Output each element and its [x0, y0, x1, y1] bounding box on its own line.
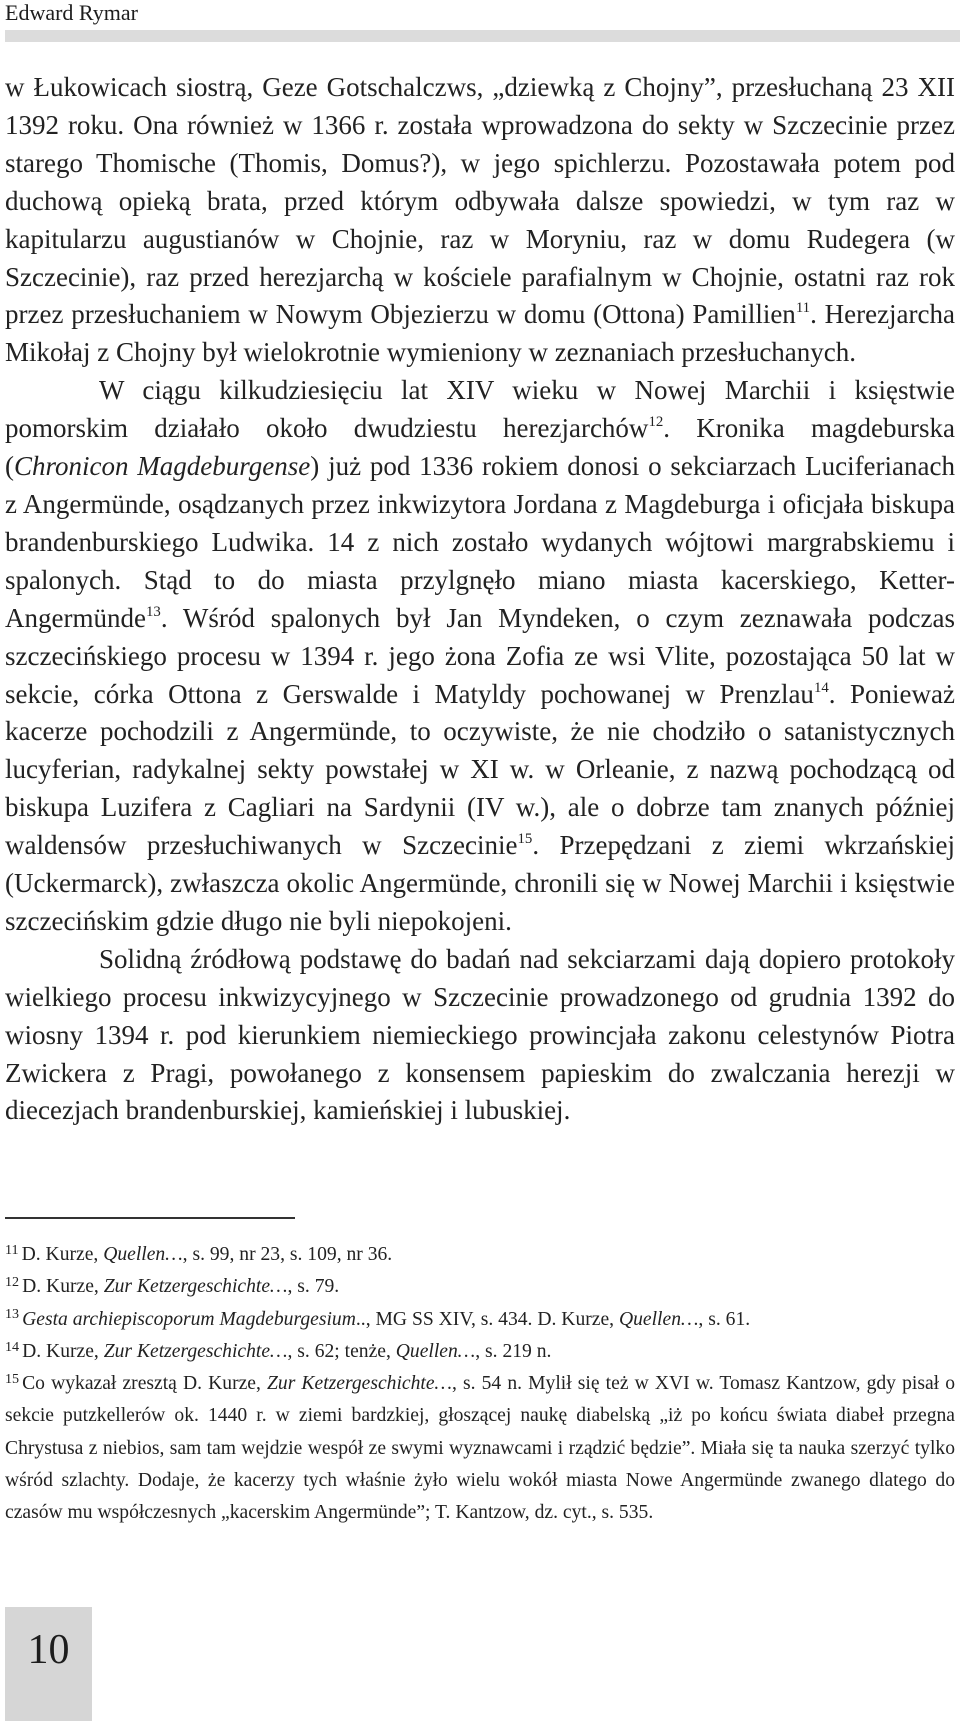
- footnote-reference: 13: [145, 603, 161, 620]
- text-run: . Kronika magdeburska (: [5, 413, 955, 482]
- footnote-reference: 15: [517, 831, 533, 847]
- main-text: [5, 69, 955, 1130]
- italic-title: Quellen…: [103, 1244, 183, 1265]
- running-header-author: Edward Rymar: [5, 0, 138, 25]
- body-paragraph: [5, 372, 955, 941]
- footnote: [5, 1368, 955, 1529]
- italic-title: Zur Ketzergeschichte…: [267, 1373, 452, 1395]
- footnote-number: 13: [5, 1306, 20, 1323]
- page-number: 10: [27, 1627, 70, 1673]
- text-run: , s. 79.: [287, 1276, 340, 1298]
- footnote-number: 15: [5, 1370, 20, 1387]
- text-run: . Przepędzani z ziemi wkrzańskiej (Uckermarck), zwłaszcza okolic Angermünde, chronili się w Nowej Marchii i księstwie szczecińskim gdzie długo nie byli niepokojeni.: [5, 830, 955, 936]
- footnote-reference: 11: [795, 300, 811, 317]
- text-run: D. Kurze,: [22, 1276, 104, 1298]
- footnote-reference: 12: [648, 414, 664, 431]
- footnote: [5, 1304, 955, 1336]
- body-paragraph: [5, 69, 955, 372]
- text-run: D. Kurze,: [22, 1340, 104, 1362]
- text-run: w Łukowicach siostrą, Geze Gotschalczws, „dziewką z Chojny”, przesłuchaną 23 XII 1392 roku. Ona również w 1366 r. została wprowadzona do sekty w Szczecinie przez starego Thomische (Thomis, Domus?), w jego spichlerzu. Pozostawała potem pod duchową opieką brata, przed którym odbywała dalsze spowiedzi, w tym raz w kapitularzu augustianów w Chojnie, raz w Moryniu, raz w domu Rudegera (w Szczecinie), raz przed herezjarchą w kościele parafialnym w Chojnie, ostatni raz rok przez przesłuchaniem w Nowym Objezierzu w domu (Ottona) Pamillien: [5, 72, 955, 330]
- header-rule-bar: [5, 30, 960, 42]
- text-run: , s. 61.: [698, 1308, 751, 1330]
- text-run: W ciągu kilkudziesięciu lat XIV wieku w Nowej Marchii i księstwie pomorskim działało około dwudziestu herezjarchów: [5, 375, 955, 444]
- footnote: [5, 1271, 955, 1303]
- footnote-number: 14: [5, 1338, 20, 1355]
- text-run: ) już pod 1336 rokiem donosi o sekciarzach Luciferianach z Angermünde, osądzanych przez inkwizytora Jordana z Magdeburga i oficjała biskupa brandenburskiego Ludwika. 14 z nich zostało wydanych wójtowi margrabskiemu i spalonych. Stąd to do miasta przylgnęło miano miasta kacerskiego, Ketter-Angermünde: [5, 451, 955, 633]
- text-run: , s. 99, nr 23, s. 109, nr 36.: [182, 1244, 393, 1265]
- italic-title: Quellen…: [618, 1308, 699, 1330]
- footnote-reference: 14: [813, 679, 829, 696]
- text-run: Solidną źródłową podstawę do badań nad sekciarzami dają dopiero protokoły wielkiego procesu inkwizycyjnego w Szczecinie prowadzonego od grudnia 1392 do wiosny 1394 r. pod kierunkiem niemieckiego prowincjała zakonu celestynów Piotra Zwickera z Pragi, powołanego z konsensem papieskim do zwalczania herezji w diecezjach brandenburskiej, kamieńskiej i lubuskiej.: [5, 943, 955, 1126]
- text-run: , s. 62; tenże,: [287, 1340, 396, 1362]
- italic-title: Zur Ketzergeschichte…: [103, 1276, 288, 1298]
- italic-title: Chronicon Magdeburgense: [14, 451, 311, 482]
- text-run: D. Kurze,: [21, 1244, 104, 1265]
- text-run: . Wśród spalonych był Jan Myndeken, o czym zeznawała podczas szczecińskiego procesu w 1394 r. jego żona Zofia ze wsi Vlite, pozostająca 50 lat w sekcie, córka Ottona z Gerswalde i Matyldy pochowanej w Prenzlau: [5, 602, 955, 709]
- italic-title: Quellen…: [395, 1340, 476, 1362]
- footnote: [5, 1336, 955, 1368]
- footnote-separator: [5, 1217, 295, 1219]
- text-run: , s. 54 n. Mylił się też w XVI w. Tomasz Kantzow, gdy pisał o sekcie putzkellerów ok. 1440 r. w ziemi bardzkiej, głoszącej naukę diabelską „iż po końcu świata diabeł przegna Chrystusa z niebios, sam tam wejdzie wespół ze swymi wyznawcami i rządzić będzie”. Miała się ta nauka szerzyć tylko wśród szlachty. Dodaje, że kacerzy tych właśnie żyło wielu wokół miasta Nowe Angermünde zwanego dlatego do czasów mu współczesnych „kacerskim Angermünde”; T. Kantzow, dz. cyt., s. 535.: [5, 1373, 956, 1524]
- italic-title: Gesta archiepiscoporum Magdeburgesium: [22, 1308, 356, 1330]
- footnotes-section: [5, 1239, 955, 1530]
- text-run: Co wykazał zresztą D. Kurze,: [22, 1373, 267, 1395]
- footnote: [5, 1239, 955, 1271]
- text-run: . Herezjarcha Mikołaj z Chojny był wielokrotnie wymieniony w zeznaniach przesłuchanych.: [5, 299, 956, 368]
- text-run: . Ponieważ kacerze pochodzili z Angermünde, to oczywiste, że nie chodziło o satanistycznych lucyferian, radykalnej sekty powstałej w XI w. w Orleanie, z nazwą pochodzącą od biskupa Luzifera z Cagliari na Sardynii (IV w.), ale o dobrze tam znanych później waldensów przesłuchiwanych w Szczecinie: [5, 678, 955, 861]
- text-run: .., MG SS XIV, s. 434. D. Kurze,: [355, 1308, 619, 1330]
- italic-title: Zur Ketzergeschichte…: [103, 1340, 288, 1362]
- footnote-number: 11: [5, 1241, 19, 1258]
- footnote-number: 12: [5, 1273, 20, 1290]
- body-paragraph: [5, 941, 955, 1131]
- text-run: , s. 219 n.: [475, 1340, 552, 1362]
